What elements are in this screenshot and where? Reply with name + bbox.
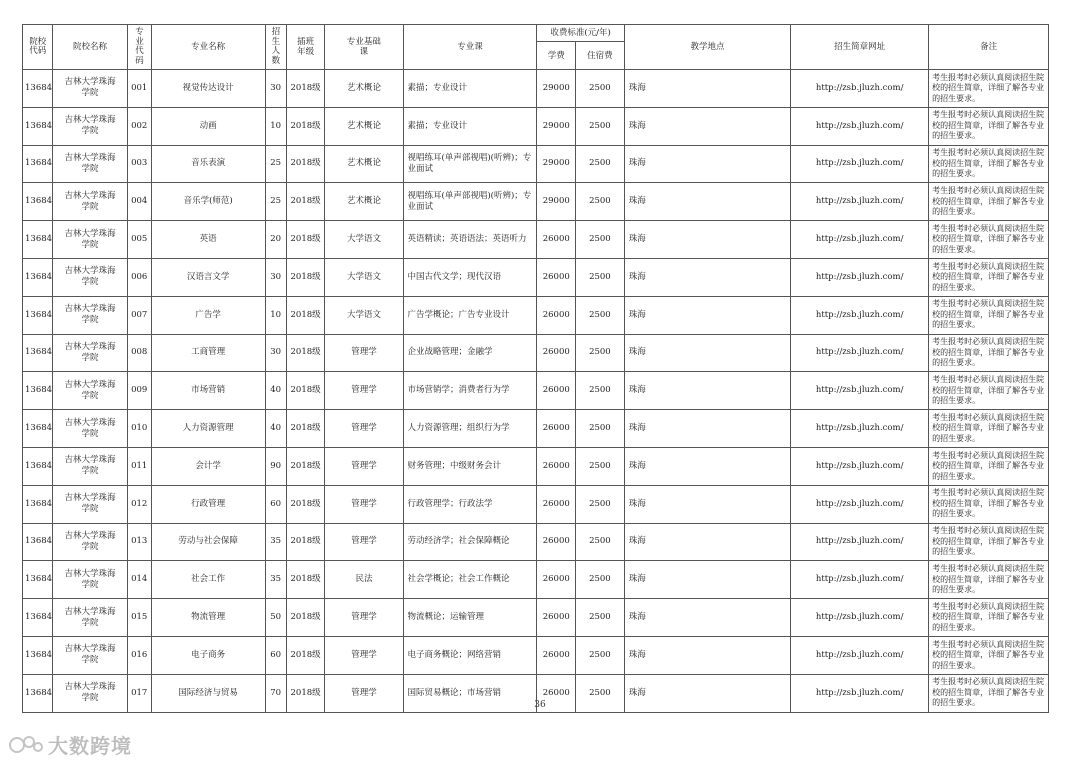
cell-major-course: 人力资源管理；组织行为学: [403, 410, 537, 448]
cell-major-course: 企业战略管理；金融学: [403, 334, 537, 372]
cell-location: 珠海: [624, 145, 790, 183]
cell-school-name: 吉林大学珠海学院: [53, 70, 127, 108]
cell-tuition: 26000: [537, 258, 576, 296]
cell-major-course: 广告学概论；广告专业设计: [403, 296, 537, 334]
cell-school-code: 13684: [23, 561, 53, 599]
table-row: [23, 296, 1049, 334]
cell-location: 珠海: [624, 334, 790, 372]
cell-school-code: 13684: [23, 674, 53, 712]
cell-school-name: 吉林大学珠海学院: [53, 107, 127, 145]
header-enroll-count: 招生人数: [265, 25, 286, 70]
cell-major-course: 视唱练耳(单声部视唱)(听辨)；专业面试: [403, 183, 537, 221]
cell-major-name: 国际经济与贸易: [151, 674, 265, 712]
cell-class-grade: 2018级: [286, 636, 325, 674]
cell-tuition: 29000: [537, 70, 576, 108]
cell-url: http://zsb.jluzh.com/: [791, 674, 929, 712]
cell-school-code: 13684: [23, 636, 53, 674]
cell-enroll-count: 20: [265, 221, 286, 259]
cell-school-name: 吉林大学珠海学院: [53, 523, 127, 561]
admissions-table: [22, 24, 1049, 713]
cell-location: 珠海: [624, 485, 790, 523]
cell-class-grade: 2018级: [286, 296, 325, 334]
cell-note: 考生报考时必须认真阅读招生院校的招生简章，详细了解各专业的招生要求。: [929, 258, 1049, 296]
cell-tuition: 26000: [537, 485, 576, 523]
cell-major-course: 电子商务概论；网络营销: [403, 636, 537, 674]
cell-location: 珠海: [624, 221, 790, 259]
cell-class-grade: 2018级: [286, 674, 325, 712]
cell-tuition: 26000: [537, 599, 576, 637]
cell-enroll-count: 25: [265, 183, 286, 221]
cell-lodging: 2500: [576, 447, 625, 485]
cell-school-code: 13684: [23, 334, 53, 372]
table-row: [23, 636, 1049, 674]
table-row: [23, 334, 1049, 372]
cell-base-course: 艺术概论: [325, 145, 403, 183]
cell-url: http://zsb.jluzh.com/: [791, 447, 929, 485]
cell-location: 珠海: [624, 561, 790, 599]
cell-major-course: 劳动经济学；社会保障概论: [403, 523, 537, 561]
cell-enroll-count: 60: [265, 485, 286, 523]
cell-url: http://zsb.jluzh.com/: [791, 258, 929, 296]
cell-base-course: 艺术概论: [325, 70, 403, 108]
cell-lodging: 2500: [576, 636, 625, 674]
cell-major-code: 014: [127, 561, 151, 599]
cell-school-name: 吉林大学珠海学院: [53, 674, 127, 712]
cell-lodging: 2500: [576, 599, 625, 637]
cell-class-grade: 2018级: [286, 561, 325, 599]
cell-school-name: 吉林大学珠海学院: [53, 334, 127, 372]
cell-note: 考生报考时必须认真阅读招生院校的招生简章，详细了解各专业的招生要求。: [929, 674, 1049, 712]
cell-lodging: 2500: [576, 107, 625, 145]
cell-major-code: 012: [127, 485, 151, 523]
header-base-course: 专业基础课: [325, 25, 403, 70]
cell-note: 考生报考时必须认真阅读招生院校的招生简章，详细了解各专业的招生要求。: [929, 485, 1049, 523]
cell-lodging: 2500: [576, 145, 625, 183]
cell-major-name: 汉语言文学: [151, 258, 265, 296]
cell-url: http://zsb.jluzh.com/: [791, 221, 929, 259]
cell-tuition: 26000: [537, 221, 576, 259]
cell-major-code: 013: [127, 523, 151, 561]
cell-class-grade: 2018级: [286, 183, 325, 221]
cell-lodging: 2500: [576, 221, 625, 259]
cell-school-name: 吉林大学珠海学院: [53, 258, 127, 296]
cell-class-grade: 2018级: [286, 410, 325, 448]
cell-major-course: 素描；专业设计: [403, 107, 537, 145]
cell-major-name: 动画: [151, 107, 265, 145]
cell-school-code: 13684: [23, 485, 53, 523]
cell-tuition: 29000: [537, 145, 576, 183]
header-class-grade: 插班年级: [286, 25, 325, 70]
cell-lodging: 2500: [576, 674, 625, 712]
cell-major-course: 国际贸易概论；市场营销: [403, 674, 537, 712]
cell-tuition: 26000: [537, 636, 576, 674]
table-row: [23, 221, 1049, 259]
cell-base-course: 民法: [325, 561, 403, 599]
cell-tuition: 26000: [537, 296, 576, 334]
cell-location: 珠海: [624, 107, 790, 145]
cell-major-code: 005: [127, 221, 151, 259]
cell-major-code: 007: [127, 296, 151, 334]
cell-lodging: 2500: [576, 70, 625, 108]
cell-enroll-count: 60: [265, 636, 286, 674]
cell-location: 珠海: [624, 447, 790, 485]
cell-enroll-count: 25: [265, 145, 286, 183]
cell-school-name: 吉林大学珠海学院: [53, 296, 127, 334]
cell-note: 考生报考时必须认真阅读招生院校的招生简章，详细了解各专业的招生要求。: [929, 599, 1049, 637]
cell-major-course: 行政管理学；行政法学: [403, 485, 537, 523]
cell-note: 考生报考时必须认真阅读招生院校的招生简章，详细了解各专业的招生要求。: [929, 372, 1049, 410]
cell-class-grade: 2018级: [286, 107, 325, 145]
header-school-code: 院校代码: [23, 25, 53, 70]
header-lodging: 住宿费: [576, 42, 625, 70]
cell-base-course: 大学语文: [325, 258, 403, 296]
cell-major-name: 物流管理: [151, 599, 265, 637]
cell-major-name: 劳动与社会保障: [151, 523, 265, 561]
cell-url: http://zsb.jluzh.com/: [791, 145, 929, 183]
cell-major-name: 会计学: [151, 447, 265, 485]
cell-tuition: 26000: [537, 372, 576, 410]
cell-tuition: 26000: [537, 334, 576, 372]
cell-base-course: 管理学: [325, 674, 403, 712]
cell-location: 珠海: [624, 372, 790, 410]
cell-major-code: 015: [127, 599, 151, 637]
table-row: [23, 107, 1049, 145]
cell-major-name: 视觉传达设计: [151, 70, 265, 108]
cell-tuition: 29000: [537, 183, 576, 221]
cell-major-name: 英语: [151, 221, 265, 259]
cell-lodging: 2500: [576, 258, 625, 296]
cell-base-course: 管理学: [325, 372, 403, 410]
cell-class-grade: 2018级: [286, 599, 325, 637]
watermark-text: 大数跨境: [48, 734, 132, 758]
cell-school-code: 13684: [23, 221, 53, 259]
cell-lodging: 2500: [576, 296, 625, 334]
cell-school-code: 13684: [23, 145, 53, 183]
cell-location: 珠海: [624, 258, 790, 296]
cell-major-name: 人力资源管理: [151, 410, 265, 448]
cell-base-course: 管理学: [325, 485, 403, 523]
cell-school-name: 吉林大学珠海学院: [53, 221, 127, 259]
cell-school-code: 13684: [23, 296, 53, 334]
header-location: 教学地点: [624, 25, 790, 70]
cell-class-grade: 2018级: [286, 258, 325, 296]
cell-major-course: 社会学概论；社会工作概论: [403, 561, 537, 599]
cell-base-course: 管理学: [325, 410, 403, 448]
cell-note: 考生报考时必须认真阅读招生院校的招生简章，详细了解各专业的招生要求。: [929, 107, 1049, 145]
cell-url: http://zsb.jluzh.com/: [791, 107, 929, 145]
cell-enroll-count: 30: [265, 258, 286, 296]
cell-tuition: 26000: [537, 674, 576, 712]
cell-lodging: 2500: [576, 183, 625, 221]
cell-major-code: 004: [127, 183, 151, 221]
cell-location: 珠海: [624, 636, 790, 674]
cell-school-name: 吉林大学珠海学院: [53, 636, 127, 674]
cell-note: 考生报考时必须认真阅读招生院校的招生简章，详细了解各专业的招生要求。: [929, 334, 1049, 372]
table-row: [23, 485, 1049, 523]
cell-major-name: 音乐学(师范): [151, 183, 265, 221]
cell-lodging: 2500: [576, 561, 625, 599]
cell-note: 考生报考时必须认真阅读招生院校的招生简章，详细了解各专业的招生要求。: [929, 296, 1049, 334]
cell-location: 珠海: [624, 70, 790, 108]
header-school-name: 院校名称: [53, 25, 127, 70]
cell-school-code: 13684: [23, 447, 53, 485]
cell-location: 珠海: [624, 674, 790, 712]
table-row: [23, 599, 1049, 637]
cell-enroll-count: 70: [265, 674, 286, 712]
cell-major-course: 中国古代文学；现代汉语: [403, 258, 537, 296]
cell-lodging: 2500: [576, 334, 625, 372]
cell-location: 珠海: [624, 523, 790, 561]
table-row: [23, 183, 1049, 221]
cell-school-name: 吉林大学珠海学院: [53, 561, 127, 599]
cell-note: 考生报考时必须认真阅读招生院校的招生简章，详细了解各专业的招生要求。: [929, 636, 1049, 674]
cell-lodging: 2500: [576, 410, 625, 448]
table-row: [23, 523, 1049, 561]
cell-location: 珠海: [624, 183, 790, 221]
header-major-code: 专业代码: [127, 25, 151, 70]
cell-enroll-count: 10: [265, 296, 286, 334]
cell-location: 珠海: [624, 296, 790, 334]
cell-major-code: 017: [127, 674, 151, 712]
cell-school-code: 13684: [23, 410, 53, 448]
table-row: [23, 258, 1049, 296]
watermark-logo-icon: [8, 734, 44, 756]
table-body: [23, 70, 1049, 713]
table-row: [23, 372, 1049, 410]
cell-base-course: 大学语文: [325, 221, 403, 259]
header-url: 招生简章网址: [791, 25, 929, 70]
cell-school-code: 13684: [23, 183, 53, 221]
cell-class-grade: 2018级: [286, 221, 325, 259]
cell-class-grade: 2018级: [286, 145, 325, 183]
cell-class-grade: 2018级: [286, 523, 325, 561]
cell-school-name: 吉林大学珠海学院: [53, 410, 127, 448]
cell-tuition: 26000: [537, 561, 576, 599]
cell-major-name: 电子商务: [151, 636, 265, 674]
cell-major-name: 音乐表演: [151, 145, 265, 183]
table-row: [23, 561, 1049, 599]
cell-school-name: 吉林大学珠海学院: [53, 145, 127, 183]
cell-school-code: 13684: [23, 599, 53, 637]
cell-tuition: 26000: [537, 410, 576, 448]
page-number: 36: [534, 700, 546, 710]
cell-major-code: 006: [127, 258, 151, 296]
cell-major-course: 英语精读；英语语法；英语听力: [403, 221, 537, 259]
cell-major-name: 市场营销: [151, 372, 265, 410]
cell-base-course: 管理学: [325, 636, 403, 674]
cell-school-name: 吉林大学珠海学院: [53, 447, 127, 485]
cell-school-name: 吉林大学珠海学院: [53, 372, 127, 410]
cell-major-code: 002: [127, 107, 151, 145]
cell-lodging: 2500: [576, 523, 625, 561]
cell-major-code: 003: [127, 145, 151, 183]
cell-major-name: 行政管理: [151, 485, 265, 523]
cell-enroll-count: 50: [265, 599, 286, 637]
cell-class-grade: 2018级: [286, 334, 325, 372]
table-row: [23, 410, 1049, 448]
cell-enroll-count: 10: [265, 107, 286, 145]
cell-base-course: 艺术概论: [325, 183, 403, 221]
cell-major-course: 视唱练耳(单声部视唱)(听辨)；专业面试: [403, 145, 537, 183]
cell-lodging: 2500: [576, 372, 625, 410]
cell-enroll-count: 35: [265, 561, 286, 599]
cell-note: 考生报考时必须认真阅读招生院校的招生简章，详细了解各专业的招生要求。: [929, 523, 1049, 561]
cell-class-grade: 2018级: [286, 70, 325, 108]
header-tuition: 学费: [537, 42, 576, 70]
cell-enroll-count: 40: [265, 410, 286, 448]
cell-url: http://zsb.jluzh.com/: [791, 561, 929, 599]
cell-class-grade: 2018级: [286, 372, 325, 410]
cell-tuition: 26000: [537, 523, 576, 561]
cell-major-code: 011: [127, 447, 151, 485]
table-row: [23, 70, 1049, 108]
cell-major-course: 物流概论；运输管理: [403, 599, 537, 637]
cell-url: http://zsb.jluzh.com/: [791, 485, 929, 523]
cell-major-name: 广告学: [151, 296, 265, 334]
cell-note: 考生报考时必须认真阅读招生院校的招生简章，详细了解各专业的招生要求。: [929, 70, 1049, 108]
cell-major-code: 009: [127, 372, 151, 410]
cell-url: http://zsb.jluzh.com/: [791, 372, 929, 410]
cell-major-code: 016: [127, 636, 151, 674]
header-fee-standard: 收费标准(元/年): [537, 25, 624, 42]
cell-school-code: 13684: [23, 372, 53, 410]
watermark: [8, 730, 132, 759]
cell-lodging: 2500: [576, 485, 625, 523]
cell-enroll-count: 30: [265, 70, 286, 108]
cell-note: 考生报考时必须认真阅读招生院校的招生简章，详细了解各专业的招生要求。: [929, 447, 1049, 485]
cell-school-code: 13684: [23, 70, 53, 108]
cell-enroll-count: 30: [265, 334, 286, 372]
cell-school-name: 吉林大学珠海学院: [53, 183, 127, 221]
cell-class-grade: 2018级: [286, 447, 325, 485]
cell-major-course: 素描；专业设计: [403, 70, 537, 108]
cell-base-course: 管理学: [325, 447, 403, 485]
cell-location: 珠海: [624, 410, 790, 448]
cell-url: http://zsb.jluzh.com/: [791, 183, 929, 221]
cell-note: 考生报考时必须认真阅读招生院校的招生简章，详细了解各专业的招生要求。: [929, 410, 1049, 448]
cell-base-course: 大学语文: [325, 296, 403, 334]
table-row: [23, 447, 1049, 485]
cell-note: 考生报考时必须认真阅读招生院校的招生简章，详细了解各专业的招生要求。: [929, 183, 1049, 221]
cell-url: http://zsb.jluzh.com/: [791, 334, 929, 372]
cell-major-course: 财务管理；中级财务会计: [403, 447, 537, 485]
cell-major-name: 社会工作: [151, 561, 265, 599]
cell-url: http://zsb.jluzh.com/: [791, 410, 929, 448]
cell-class-grade: 2018级: [286, 485, 325, 523]
cell-enroll-count: 35: [265, 523, 286, 561]
cell-major-name: 工商管理: [151, 334, 265, 372]
cell-url: http://zsb.jluzh.com/: [791, 599, 929, 637]
cell-major-course: 市场营销学；消费者行为学: [403, 372, 537, 410]
cell-url: http://zsb.jluzh.com/: [791, 636, 929, 674]
table-row: [23, 145, 1049, 183]
cell-school-code: 13684: [23, 107, 53, 145]
header-major-course: 专业课: [403, 25, 537, 70]
cell-base-course: 管理学: [325, 599, 403, 637]
cell-tuition: 26000: [537, 447, 576, 485]
cell-school-name: 吉林大学珠海学院: [53, 599, 127, 637]
cell-major-code: 008: [127, 334, 151, 372]
cell-base-course: 管理学: [325, 334, 403, 372]
cell-enroll-count: 40: [265, 372, 286, 410]
cell-major-code: 010: [127, 410, 151, 448]
cell-school-code: 13684: [23, 258, 53, 296]
cell-school-name: 吉林大学珠海学院: [53, 485, 127, 523]
cell-note: 考生报考时必须认真阅读招生院校的招生简章，详细了解各专业的招生要求。: [929, 561, 1049, 599]
cell-base-course: 管理学: [325, 523, 403, 561]
cell-major-code: 001: [127, 70, 151, 108]
cell-enroll-count: 90: [265, 447, 286, 485]
cell-url: http://zsb.jluzh.com/: [791, 70, 929, 108]
cell-school-code: 13684: [23, 523, 53, 561]
cell-url: http://zsb.jluzh.com/: [791, 296, 929, 334]
header-major-name: 专业名称: [151, 25, 265, 70]
cell-tuition: 29000: [537, 107, 576, 145]
cell-url: http://zsb.jluzh.com/: [791, 523, 929, 561]
cell-note: 考生报考时必须认真阅读招生院校的招生简章，详细了解各专业的招生要求。: [929, 221, 1049, 259]
cell-base-course: 艺术概论: [325, 107, 403, 145]
cell-location: 珠海: [624, 599, 790, 637]
cell-note: 考生报考时必须认真阅读招生院校的招生简章，详细了解各专业的招生要求。: [929, 145, 1049, 183]
header-note: 备注: [929, 25, 1049, 70]
